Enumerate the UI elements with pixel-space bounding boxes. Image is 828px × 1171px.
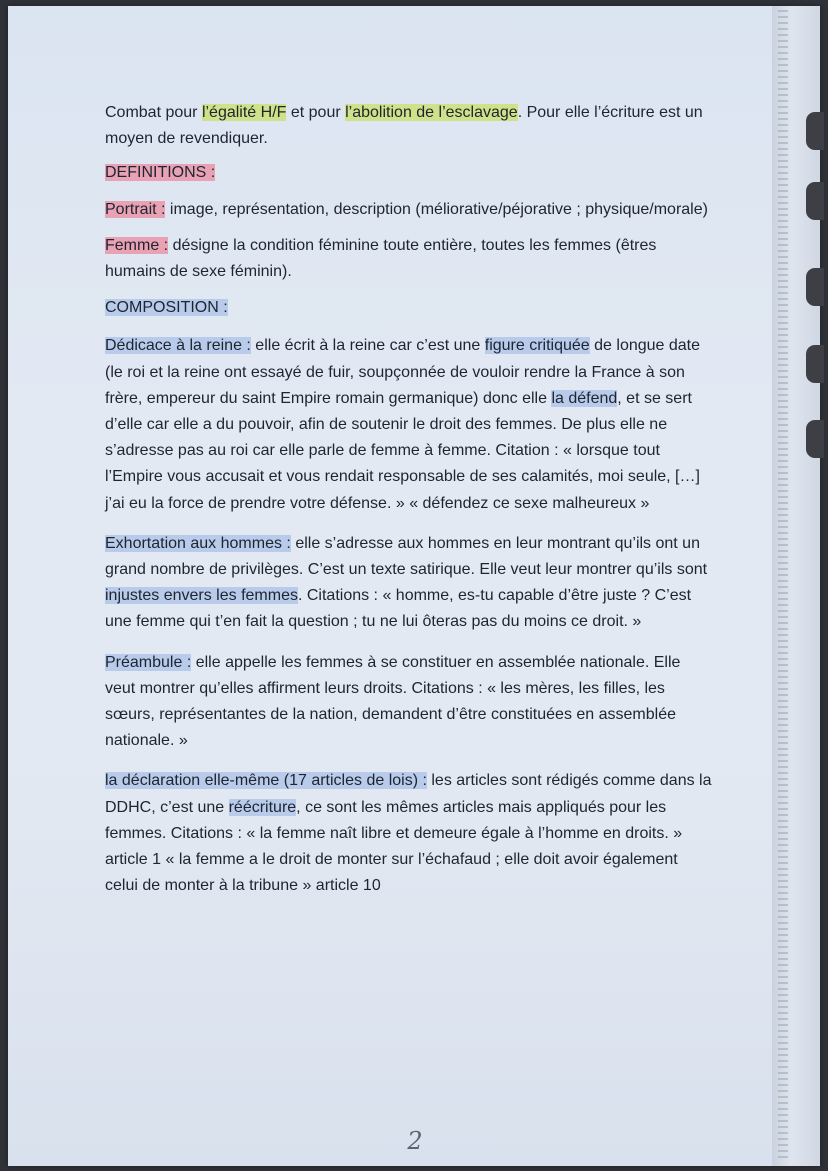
dedicace-paragraph (105, 333, 715, 516)
preambule-text: elle appelle les femmes à se constituer en assemblée nationale. Elle veut montrer qu’elles affirment leurs droits. Citations : « les mères, les filles, les sœurs, représentantes de la nation, demandent d’être constituées en assemblée nationale. » (105, 653, 681, 750)
intro-text: Combat pour (105, 104, 202, 121)
composition-heading-text: COMPOSITION : (105, 299, 228, 317)
binder-hole-5 (806, 420, 824, 458)
exhortation-text: . Citations : « homme, es-tu capable d’être juste ? C’est une femme qui t’en fait la question ; tu ne lui ôteras pas du moins ce droit. » (105, 587, 692, 631)
declaration-text: , ce sont les mêmes articles mais appliqués pour les femmes. Citations : « la femme naît libre et demeure égale à l’homme en droits. » article 1 « la femme a le droit de monter sur l’échafaud ; elle doit avoir également celui de monter à la tribune » article 10 (105, 798, 683, 895)
portrait-text: image, représentation, description (méliorative/péjorative ; physique/morale) (165, 200, 708, 218)
femme-definition (105, 233, 715, 285)
highlight-la-defend: la défend (551, 389, 618, 407)
femme-text: désigne la condition féminine toute entière, toutes les femmes (êtres humains de sexe féminin). (105, 236, 657, 281)
declaration-term: la déclaration elle-même (17 articles de lois) : (105, 772, 427, 790)
exhortation-term: Exhortation aux hommes : (105, 534, 291, 552)
binder-hole-4 (806, 345, 824, 383)
binder-hole-3 (806, 268, 824, 306)
intro-text: . Pour elle l’écriture est un moyen de revendiquer. (105, 104, 703, 148)
femme-term: Femme : (105, 236, 169, 254)
composition-heading (105, 295, 715, 321)
definitions-heading-text: DEFINITIONS : (105, 164, 216, 182)
definitions-heading (105, 160, 715, 186)
dedicace-text: elle écrit à la reine car c’est une (250, 337, 485, 355)
highlight-reecriture: réécriture (228, 798, 297, 816)
exhortation-paragraph (105, 531, 715, 636)
intro-text: et pour (286, 104, 346, 121)
highlight-abolition: l’abolition de l’esclavage (345, 104, 518, 121)
dedicace-text: de longue date (le roi et la reine ont essayé de fuir, soupçonnée de vouloir rendre la France à son frère, empereur du saint Empire romain germanique) donc elle (105, 337, 701, 407)
preambule-paragraph (105, 650, 715, 755)
declaration-text: les articles sont rédigés comme dans la DDHC, c’est une (105, 772, 712, 816)
portrait-definition (105, 197, 715, 223)
sleeve-perforation (778, 10, 788, 1160)
portrait-term: Portrait : (105, 200, 166, 218)
highlight-figure-critiquee: figure critiquée (484, 337, 590, 355)
preambule-term: Préambule : (105, 653, 192, 671)
dedicace-text: , et se sert d’elle car elle a du pouvoir, afin de soutenir le droit des femmes. De plus elle ne s’adresse pas au roi car elle parle de femme à femme. Citation : « lorsque tout l’Empire vous accusait et vous rendait responsable de ses calamités, moi seule, […] j’ai eu la force de prendre votre défense. » « défendez ce sexe malheureux » (105, 389, 700, 512)
binder-hole-1 (806, 112, 824, 150)
dedicace-term: Dédicace à la reine : (105, 337, 251, 355)
declaration-paragraph (105, 768, 715, 899)
document-body (105, 100, 715, 899)
highlight-injustes: injustes envers les femmes (105, 587, 298, 605)
page-number: 2 (407, 1127, 423, 1155)
binder-hole-2 (806, 182, 824, 220)
exhortation-text: elle s’adresse aux hommes en leur montrant qu’ils ont un grand nombre de privilèges. C’est un texte satirique. Elle veut leur montrer qu’ils sont (105, 534, 708, 579)
intro-paragraph (105, 100, 715, 152)
highlight-egalite: l’égalité H/F (201, 104, 287, 121)
